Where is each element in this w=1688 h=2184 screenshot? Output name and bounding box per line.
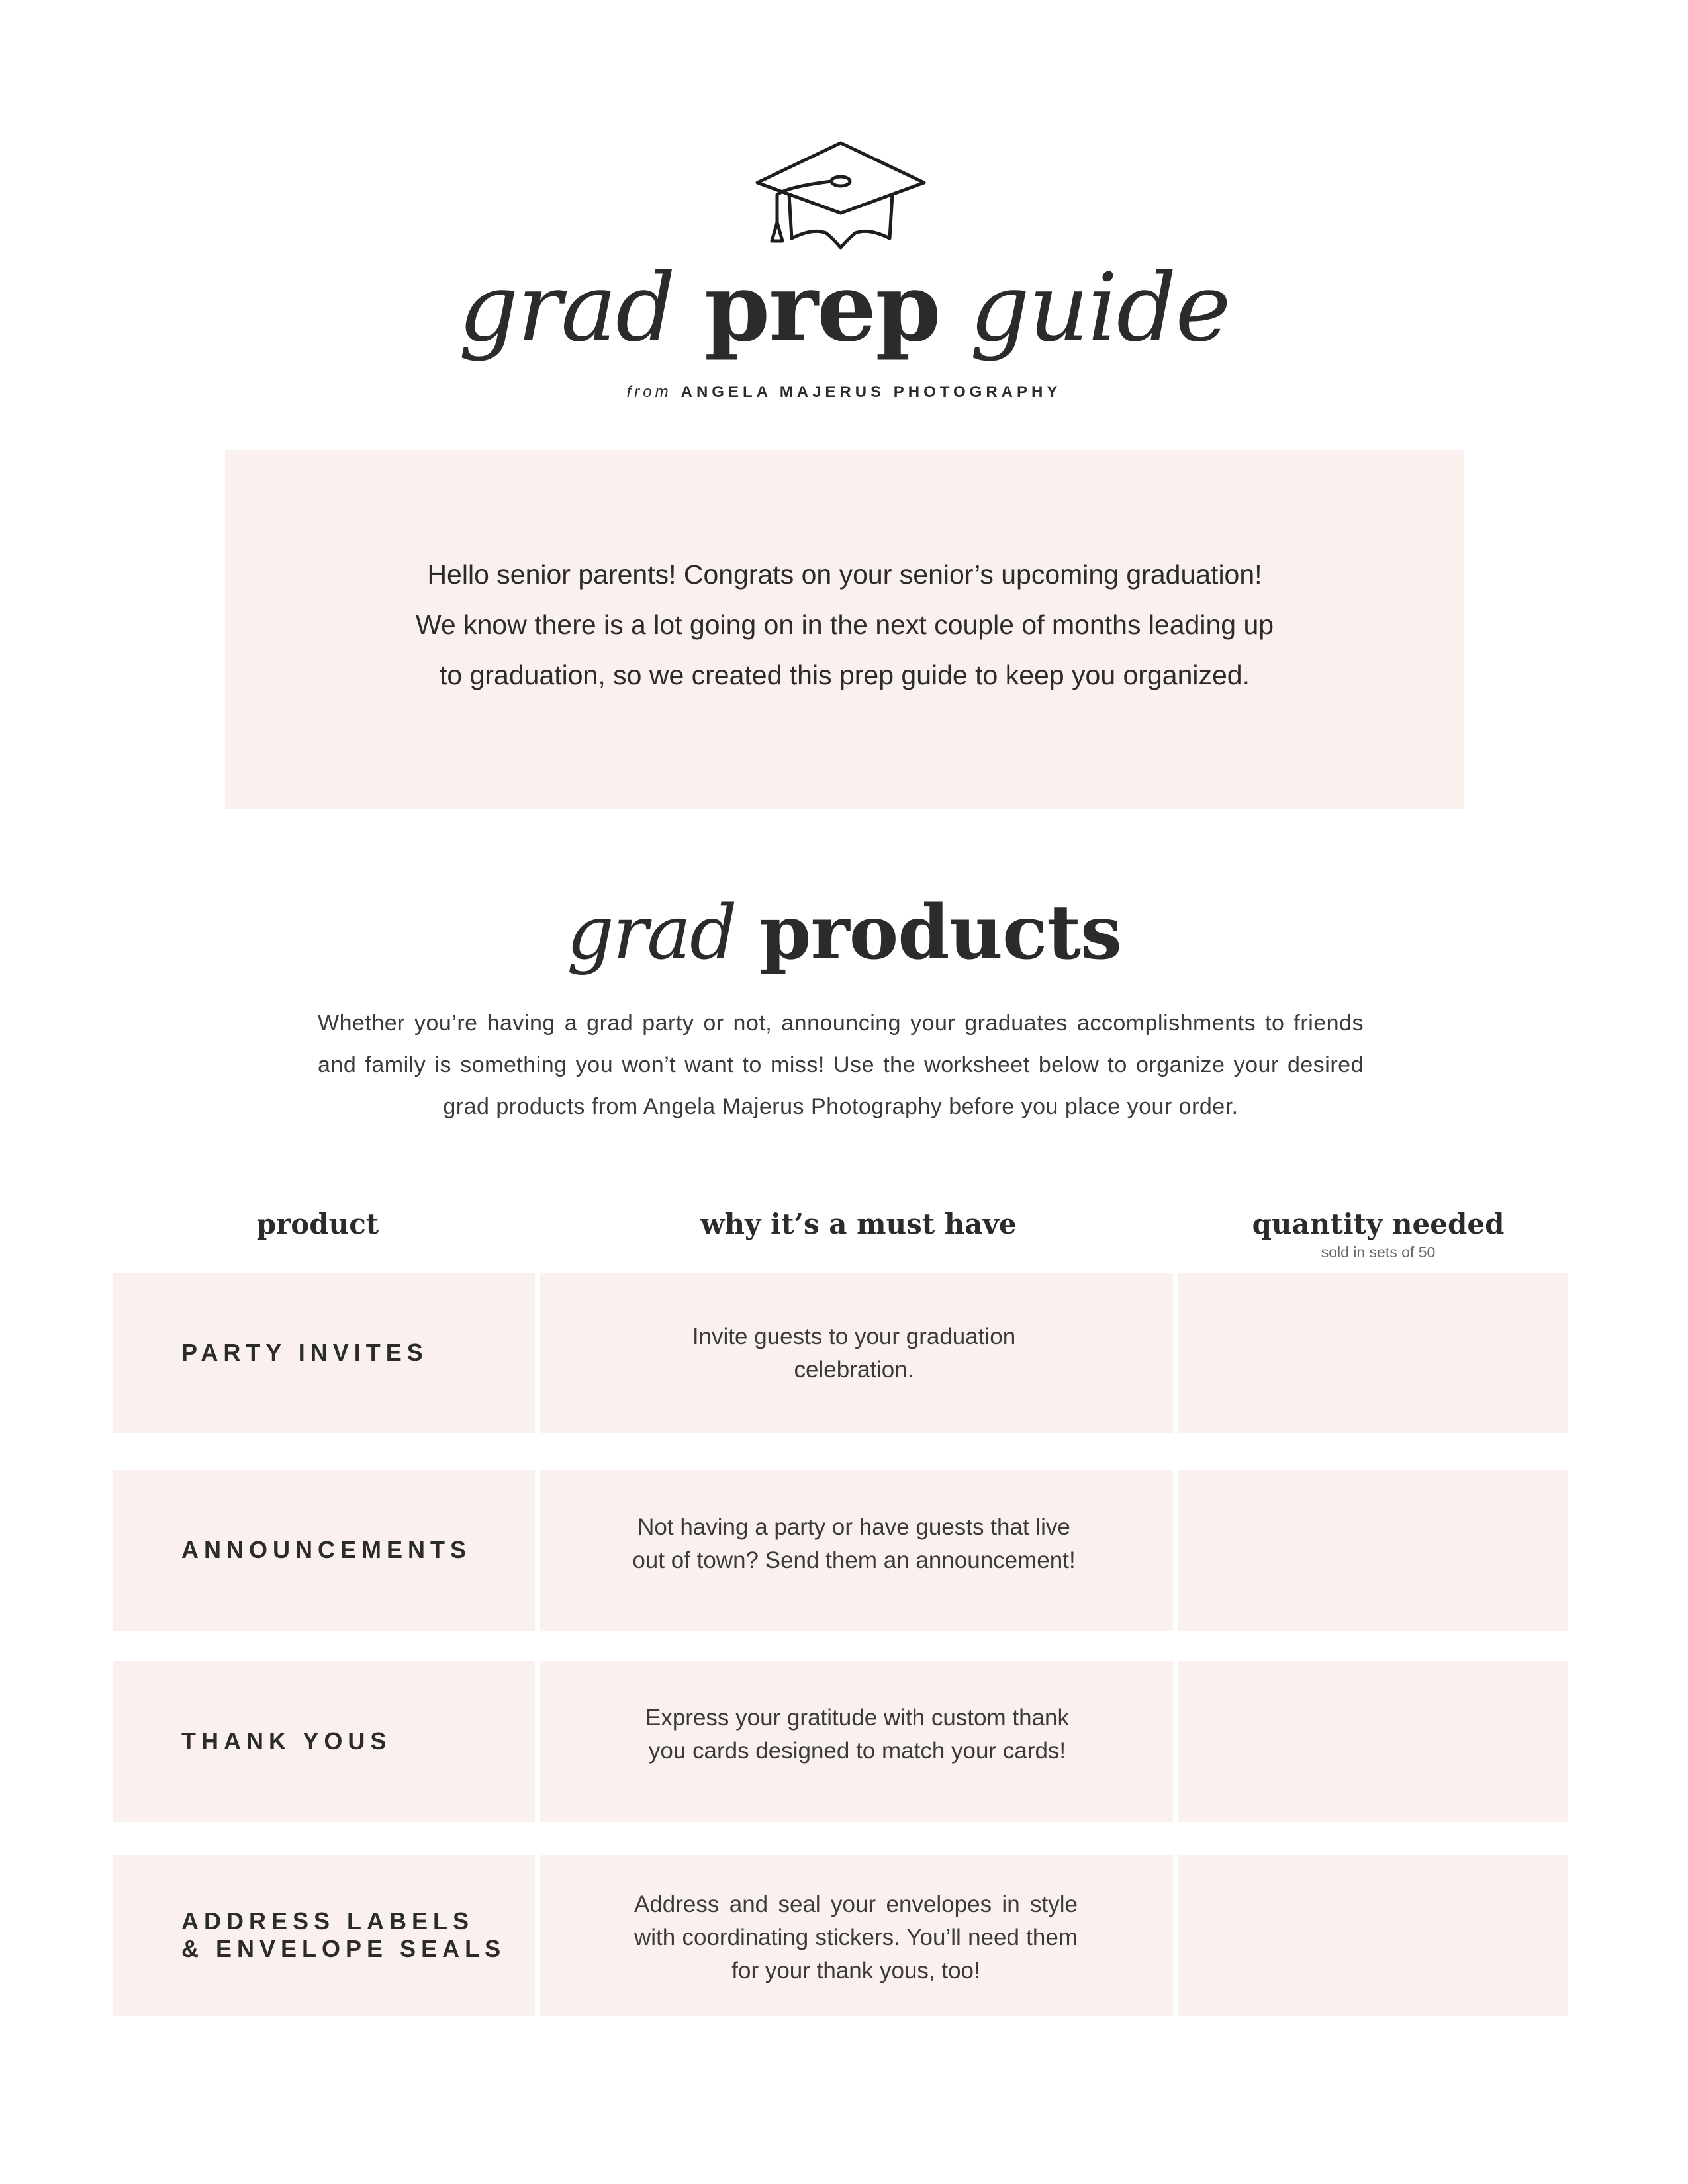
section-description: Whether you’re having a grad party or not, announcing your graduates accomplishments to friends and family is something you won’t want to miss! Use the worksheet below to organize your desired grad products from Angela Majerus Photography before you place your order. (318, 1011, 1364, 1119)
section-title-grad: grad (566, 890, 736, 976)
byline-from: from (626, 383, 672, 401)
quantity-input[interactable] (1178, 1661, 1570, 1823)
product-name-line: & ENVELOPE SEALS (181, 1935, 506, 1962)
product-name-line: PARTY INVITES (181, 1339, 428, 1366)
quantity-input[interactable] (1178, 1273, 1570, 1435)
intro-line: to graduation, so we created this prep guide to keep you organized. (440, 660, 1250, 690)
product-name-line: ADDRESS LABELS (181, 1907, 475, 1934)
quantity-input[interactable] (1178, 1855, 1570, 2017)
section-title (0, 887, 1688, 979)
product-name-line: ANNOUNCEMENTS (181, 1536, 472, 1563)
product-name-line: THANK YOUS (181, 1727, 392, 1754)
quantity-input[interactable] (1178, 1470, 1570, 1632)
column-header-quantity: quantity needed (1252, 1208, 1505, 1240)
title-word-grad: grad (458, 253, 675, 363)
quantity-note: sold in sets of 50 (1321, 1244, 1436, 1261)
why-text: Invite guests to your graduation celebration. (692, 1324, 1016, 1383)
product-name (181, 1536, 526, 1564)
graduation-cap-icon (755, 140, 927, 253)
title-word-guide: guide (969, 253, 1230, 363)
intro-line: We know there is a lot going on in the next couple of months leading up (415, 610, 1274, 640)
byline-brand: ANGELA MAJERUS PHOTOGRAPHY (680, 383, 1062, 401)
why-text: Not having a party or have guests that live out of town? Send them an announcement! (632, 1514, 1076, 1573)
title-word-prep: prep (704, 253, 940, 363)
why-text: Address and seal your envelopes in style with coordinating stickers. You’ll need them for your thank yous, too! (634, 1891, 1078, 1983)
section-title-products: products (759, 889, 1122, 976)
byline (0, 383, 1688, 402)
product-name (181, 1907, 526, 1963)
intro-text (291, 549, 1398, 700)
column-header-why: why it’s a must have (700, 1208, 1017, 1240)
product-name (181, 1727, 526, 1755)
intro-line: Hello senior parents! Congrats on your senior’s upcoming graduation! (427, 559, 1262, 590)
page-title (0, 255, 1688, 361)
why-text: Express your gratitude with custom thank you cards designed to match your cards! (645, 1705, 1069, 1764)
product-name (181, 1339, 526, 1367)
column-header-product: product (256, 1208, 379, 1240)
